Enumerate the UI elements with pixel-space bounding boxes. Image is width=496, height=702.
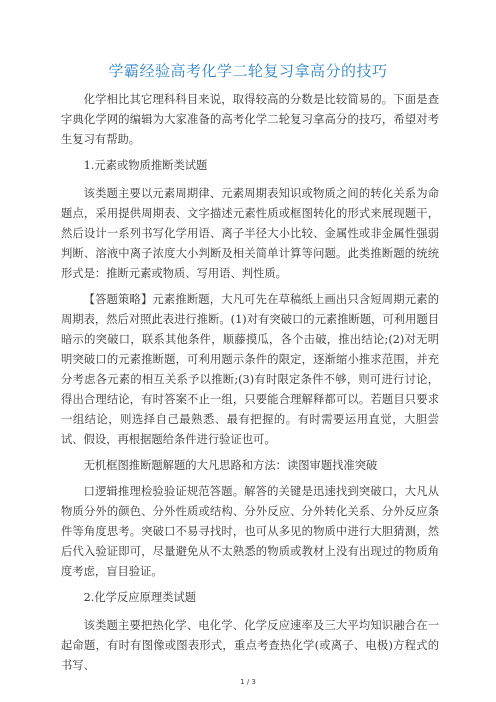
document-body [61,90,439,682]
paragraph-section-2: 该类题主要把热化学、电化学、化学反应速率及三大平均知识融合在一起命题，有时有图像或图表形式，重点考查热化学(或离子、电极)方程式的书写、 [61,619,439,672]
section-heading-2: 2.化学反应原理类试题 [83,591,197,604]
paragraph-section-1: 该类题主要以元素周期律、元素周期表知识或物质之间的转化关系为命题点，采用提供周期表、文字描述元素性质或框图转化的形式来展现题干，然后设计一系列书写化学用语、离子半径大小比较、金属性或非金属性强弱判断、溶液中离子浓度大小判断及相关简单计算等问题。此类推断题的统统形式是：推断元素或物质、写用语、判性质。 [61,187,439,280]
paragraph-intro: 化学相比其它理科科目来说，取得较高的分数是比较简易的。下面是查字典化学网的编辑为大家准备的高考化学二轮复习拿高分的技巧，希望对考生复习有帮助。 [61,93,439,146]
paragraph-framework-intro: 无机框图推断题解题的大凡思路和方法：读图审题找准突破 [83,459,378,472]
paragraph-framework-detail: 口逻辑推理检验验证规范答题。解答的关键是迅速找到突破口，大凡从物质分外的颜色、分外性质或结构、分外反应、分外转化关系、分外反应条件等角度思考。突破口不易寻找时，也可从多见的物质中进行大胆猜测，然后代入验证即可，尽量避免从不太熟悉的物质或教材上没有出现过的物质角度考虑，盲目验证。 [61,485,439,578]
document-title: 学霸经验高考化学二轮复习拿高分的技巧 [108,62,388,80]
section-heading-1: 1.元素或物质推断类试题 [83,159,208,172]
page-number: 1 / 3 [240,678,256,686]
paragraph-strategy: 【答题策略】元素推断题，大凡可先在草稿纸上画出只含短周期元素的周期表，然后对照此表进行推断。(1)对有突破口的元素推断题，可利用题目暗示的突破口，联系其他条件，顺藤摸瓜，各个击破，推出结论;(2)对无明明突破口的元素推断题，可利用题示条件的限定，逐渐缩小推求范围，并充分考虑各元素的相互关系予以推断;(3)有时限定条件不够，则可进行讨论，得出合理结论，有时答案不止一组，只要能合理解释都可以。若题目只要求一组结论，则选择自己最熟悉、最有把握的。有时需要运用直觉，大胆尝试、假设，再根据题给条件进行验证也可。 [61,293,439,446]
